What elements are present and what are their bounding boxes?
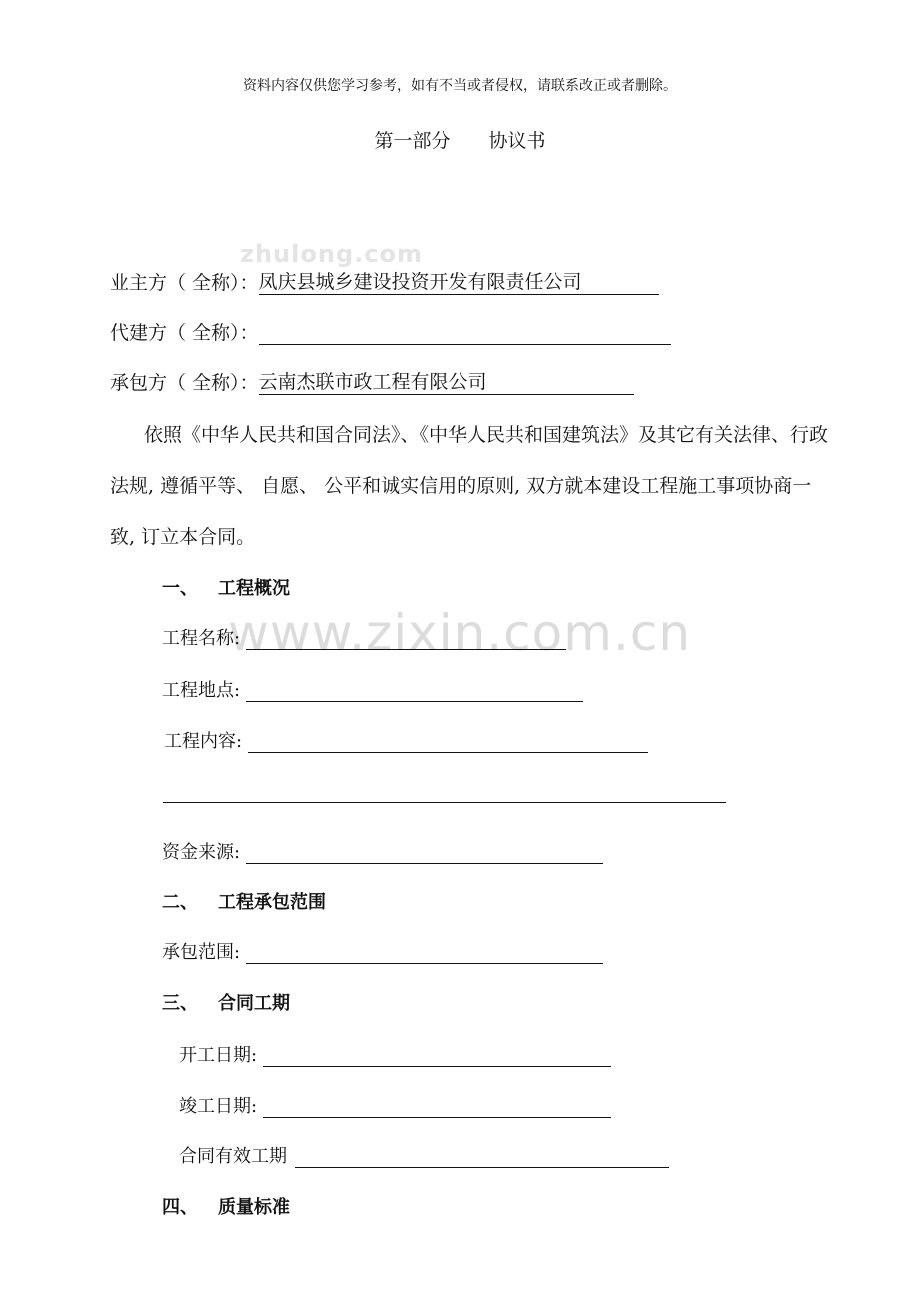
party-owner-label: 业主方（ 全称）： [110, 272, 259, 294]
field-completion-date-label: 竣工日期: [179, 1096, 258, 1117]
party-contractor-value: 云南杰联市政工程有限公司 [259, 370, 634, 395]
field-completion-date [179, 1092, 611, 1118]
field-completion-date-value [263, 1095, 611, 1118]
party-agent-value [259, 320, 671, 345]
section-heading-3 [162, 989, 290, 1015]
party-contractor-label: 承包方（ 全称）： [110, 372, 259, 394]
field-contract-scope [162, 938, 603, 964]
field-funding-source [162, 838, 603, 864]
field-contract-duration-value [295, 1145, 669, 1168]
field-project-location-value [246, 679, 583, 702]
header-disclaimer: 资料内容仅供您学习参考，如有不当或者侵权，请联系改正或者删除。 [243, 78, 677, 94]
field-contract-scope-label: 承包范围: [162, 942, 241, 963]
section-2-title: 工程承包范围 [218, 892, 326, 913]
intro-paragraph [110, 410, 832, 563]
field-project-location [162, 676, 583, 702]
field-project-content [164, 727, 648, 753]
title-name: 协议书 [488, 130, 546, 152]
field-project-content-value [248, 730, 648, 753]
party-contractor [110, 368, 634, 395]
section-4-title: 质量标准 [218, 1197, 290, 1218]
field-project-content-label: 工程内容: [164, 731, 243, 752]
field-project-name-label: 工程名称: [162, 628, 241, 649]
section-3-number: 三、 [162, 993, 198, 1014]
section-3-title: 合同工期 [218, 993, 290, 1014]
title-part: 第一部分 [374, 130, 451, 152]
field-funding-source-label: 资金来源: [162, 842, 241, 863]
section-1-number: 一、 [162, 578, 198, 599]
field-contract-duration [179, 1142, 669, 1168]
field-funding-source-value [246, 841, 603, 864]
field-project-content-line-2 [163, 802, 726, 803]
field-start-date-label: 开工日期: [179, 1045, 258, 1066]
field-contract-duration-label: 合同有效工期 [179, 1146, 287, 1167]
party-owner [110, 268, 659, 295]
field-start-date [179, 1041, 611, 1067]
section-heading-2 [162, 888, 326, 914]
field-start-date-value [263, 1044, 611, 1067]
section-4-number: 四、 [162, 1197, 198, 1218]
watermark-zixin: www.zixin.com.cn [228, 604, 692, 662]
field-project-name [162, 624, 566, 650]
field-contract-scope-value [246, 941, 603, 964]
section-1-title: 工程概况 [218, 578, 290, 599]
document-title [0, 126, 920, 153]
party-agent [110, 318, 671, 345]
section-heading-1 [162, 574, 290, 600]
section-heading-4 [162, 1193, 290, 1219]
field-project-name-value [246, 627, 566, 650]
field-project-location-label: 工程地点: [162, 680, 241, 701]
party-agent-label: 代建方（ 全称）： [110, 322, 259, 344]
party-owner-value: 凤庆县城乡建设投资开发有限责任公司 [259, 270, 659, 295]
section-2-number: 二、 [162, 892, 198, 913]
intro-paragraph-text: 依照《中华人民共和国合同法》、《中华人民共和国建筑法》及其它有关法律、行政法规, 遵循平等、 自愿、 公平和诚实信用的原则, 双方就本建设工程施工事项协商一致, 订立本合同。 [110, 424, 829, 548]
watermark-zhulong: zhulong.com [240, 240, 423, 268]
